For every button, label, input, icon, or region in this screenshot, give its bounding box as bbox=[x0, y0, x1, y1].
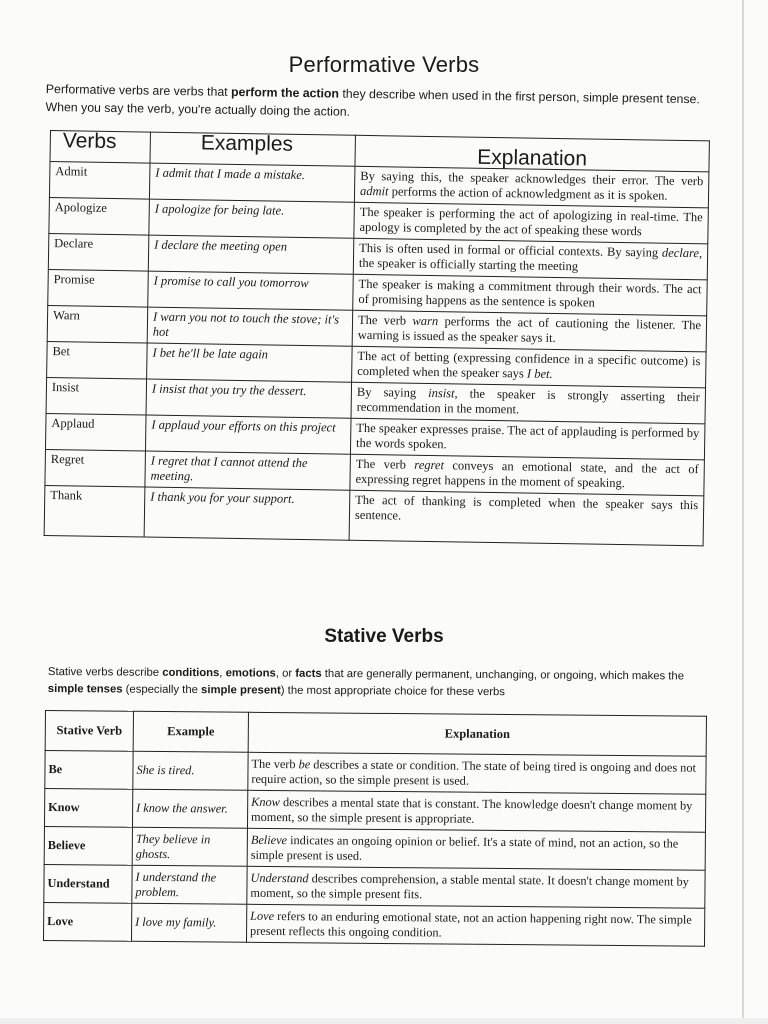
intro-text: (especially the bbox=[122, 683, 202, 697]
example-cell: I love my family. bbox=[131, 903, 246, 942]
explanation-text: The act of thanking is completed when the speaker says this sentence. bbox=[354, 492, 699, 523]
example-cell: She is tired. bbox=[133, 751, 248, 790]
stative-intro bbox=[48, 664, 713, 703]
verb-cell: Believe bbox=[44, 826, 132, 865]
intro-bold-text: simple present bbox=[201, 684, 281, 697]
explanation-text: By saying this, the speaker acknowledges their error. The verb bbox=[360, 168, 704, 188]
table-header-row bbox=[45, 711, 706, 757]
header-stative-verb: Stative Verb bbox=[45, 711, 133, 752]
explanation-text: The verb bbox=[357, 312, 413, 328]
intro-text: Stative verbs describe bbox=[47, 665, 163, 679]
verb-cell: Warn bbox=[47, 305, 148, 343]
intro-bold-text: emotions bbox=[225, 667, 276, 680]
explanation-cell bbox=[247, 828, 705, 870]
table-row bbox=[44, 864, 705, 908]
explanation-cell bbox=[350, 454, 705, 496]
example-cell: I applaud your efforts on this project bbox=[145, 415, 351, 454]
example-cell: I promise to call you tomorrow bbox=[148, 271, 354, 310]
intro-text: Performative verbs are verbs that bbox=[45, 81, 232, 99]
intro-text: that are generally permanent, unchanging, or ongoing, which makes the bbox=[321, 667, 685, 683]
intro-text: , bbox=[219, 667, 226, 680]
explanation-emphasis: Love bbox=[250, 908, 275, 923]
explanation-text: conveys an emotional state, and the act of expressing regret happens in the moment of speaking. bbox=[355, 457, 699, 491]
header-examples: Examples bbox=[150, 132, 355, 166]
performative-title: Performative Verbs bbox=[288, 52, 480, 77]
performative-intro bbox=[45, 80, 710, 126]
page-bottom-edge bbox=[0, 1018, 768, 1024]
verb-cell: Admit bbox=[49, 161, 150, 199]
explanation-emphasis: warn bbox=[412, 313, 439, 328]
explanation-text: The act of betting (expressing confidence in a specific outcome) is completed when the speaker says bbox=[357, 348, 701, 381]
explanation-emphasis: be bbox=[298, 756, 311, 771]
verb-cell: Applaud bbox=[45, 413, 146, 451]
table-row bbox=[45, 751, 706, 795]
explanation-emphasis: insist bbox=[428, 385, 455, 400]
intro-text: ) the most appropriate choice for these verbs bbox=[280, 684, 506, 699]
verb-cell: Bet bbox=[47, 341, 148, 379]
verb-cell: Promise bbox=[48, 269, 149, 307]
explanation-emphasis: admit bbox=[359, 183, 389, 199]
verb-cell: Know bbox=[44, 789, 132, 828]
verb-cell: Thank bbox=[44, 485, 145, 537]
explanation-text: This is often used in formal or official contexts. By saying bbox=[359, 240, 663, 260]
page-edge-shadow bbox=[742, 0, 744, 1024]
explanation-cell bbox=[352, 346, 707, 388]
explanation-emphasis: declare bbox=[661, 245, 700, 260]
verb-cell: Love bbox=[43, 902, 131, 941]
explanation-text: describes a state or condition. The state of being tired is ongoing and does not require action, so the simple present is used. bbox=[251, 756, 696, 788]
example-cell: I know the answer. bbox=[132, 789, 247, 828]
header-verbs: Verbs bbox=[50, 131, 150, 163]
explanation-emphasis: Understand bbox=[250, 870, 309, 885]
performative-verbs-table bbox=[44, 130, 710, 546]
performative-table-body bbox=[44, 161, 709, 545]
explanation-cell bbox=[248, 752, 706, 794]
explanation-text: The speaker is performing the act of apologizing in real-time. The apology is completed by the act of speaking these words bbox=[359, 204, 703, 239]
example-cell: I bet he'll be late again bbox=[147, 343, 353, 382]
explanation-text: performs the act of cautioning the listener. The warning is issued as the speaker says it. bbox=[357, 313, 702, 345]
explanation-cell bbox=[247, 866, 705, 908]
explanation-emphasis: I bet. bbox=[526, 366, 553, 381]
intro-bold-text: facts bbox=[295, 667, 322, 680]
example-cell: I warn you not to touch the stove; it's hot bbox=[147, 307, 353, 346]
explanation-text: , the speaker is officially starting the meeting bbox=[358, 245, 703, 274]
header-example: Example bbox=[133, 711, 248, 752]
explanation-cell bbox=[247, 790, 705, 832]
header-explanation: Explanation bbox=[355, 135, 709, 171]
verb-cell: Be bbox=[45, 751, 133, 790]
explanation-emphasis: Believe bbox=[250, 832, 288, 847]
intro-bold-text: conditions bbox=[162, 666, 220, 680]
explanation-emphasis: Know bbox=[251, 794, 280, 809]
explanation-cell bbox=[351, 382, 706, 424]
explanation-cell bbox=[246, 904, 704, 946]
explanation-cell bbox=[353, 238, 708, 280]
explanation-text: The speaker expresses praise. The act of applauding is performed by the words spoken. bbox=[356, 420, 700, 452]
explanation-text: performs the action of acknowledgment as it is spoken. bbox=[388, 184, 668, 203]
table-row bbox=[44, 789, 705, 833]
explanation-text: refers to an enduring emotional state, not an action happening right now. The simple present reflects this ongoing condition. bbox=[250, 908, 692, 939]
stative-title: Stative Verbs bbox=[324, 626, 444, 647]
explanation-cell bbox=[353, 274, 708, 316]
explanation-text: By saying bbox=[356, 384, 429, 400]
explanation-text: The verb bbox=[251, 756, 299, 771]
explanation-cell bbox=[352, 310, 707, 352]
example-cell: I insist that you try the dessert. bbox=[146, 379, 352, 418]
table-row bbox=[44, 485, 704, 545]
explanation-text: describes a mental state that is constant. The knowledge doesn't change moment by moment, so the simple present is appropriate. bbox=[251, 794, 693, 826]
explanation-cell bbox=[349, 490, 704, 546]
header-explanation: Explanation bbox=[248, 712, 706, 756]
explanation-cell bbox=[354, 166, 709, 208]
verb-cell: Insist bbox=[46, 377, 147, 415]
verb-cell: Understand bbox=[44, 864, 132, 903]
explanation-text: describes comprehension, a stable mental state. It doesn't change moment by moment, so the simple present fits. bbox=[250, 870, 689, 901]
explanation-text: The speaker is making a commitment through their words. The act of promising happens as the sentence is spoken bbox=[358, 276, 702, 310]
example-cell: I thank you for your support. bbox=[144, 487, 350, 540]
example-cell: I understand the problem. bbox=[132, 865, 247, 904]
verb-cell: Regret bbox=[45, 449, 146, 487]
stative-table-body bbox=[43, 751, 706, 947]
stative-verbs-table bbox=[43, 710, 707, 947]
explanation-cell bbox=[350, 418, 705, 460]
explanation-cell bbox=[354, 202, 709, 244]
explanation-text: , the speaker is strongly asserting their recommendation in the moment. bbox=[356, 385, 701, 417]
verb-cell: Declare bbox=[48, 233, 149, 271]
example-cell: They believe in ghosts. bbox=[132, 827, 247, 866]
intro-bold-text: simple tenses bbox=[47, 682, 123, 696]
example-cell: I admit that I made a mistake. bbox=[149, 163, 355, 202]
explanation-emphasis: regret bbox=[414, 457, 445, 472]
explanation-text: The verb bbox=[355, 456, 415, 472]
example-cell: I apologize for being late. bbox=[149, 199, 355, 238]
example-cell: I regret that I cannot attend the meeting. bbox=[145, 451, 351, 490]
intro-bold-text: perform the action bbox=[230, 84, 340, 101]
intro-text: , or bbox=[275, 667, 296, 680]
intro-text: they describe when used in the first person, simple present tense. When you say the verb, you're actually doing the action. bbox=[45, 86, 700, 119]
table-row bbox=[44, 826, 705, 870]
verb-cell: Apologize bbox=[49, 197, 150, 235]
example-cell: I declare the meeting open bbox=[148, 235, 354, 274]
table-row bbox=[43, 902, 704, 946]
explanation-text: indicates an ongoing opinion or belief. It's a state of mind, not an action, so the simple present is used. bbox=[250, 832, 679, 863]
